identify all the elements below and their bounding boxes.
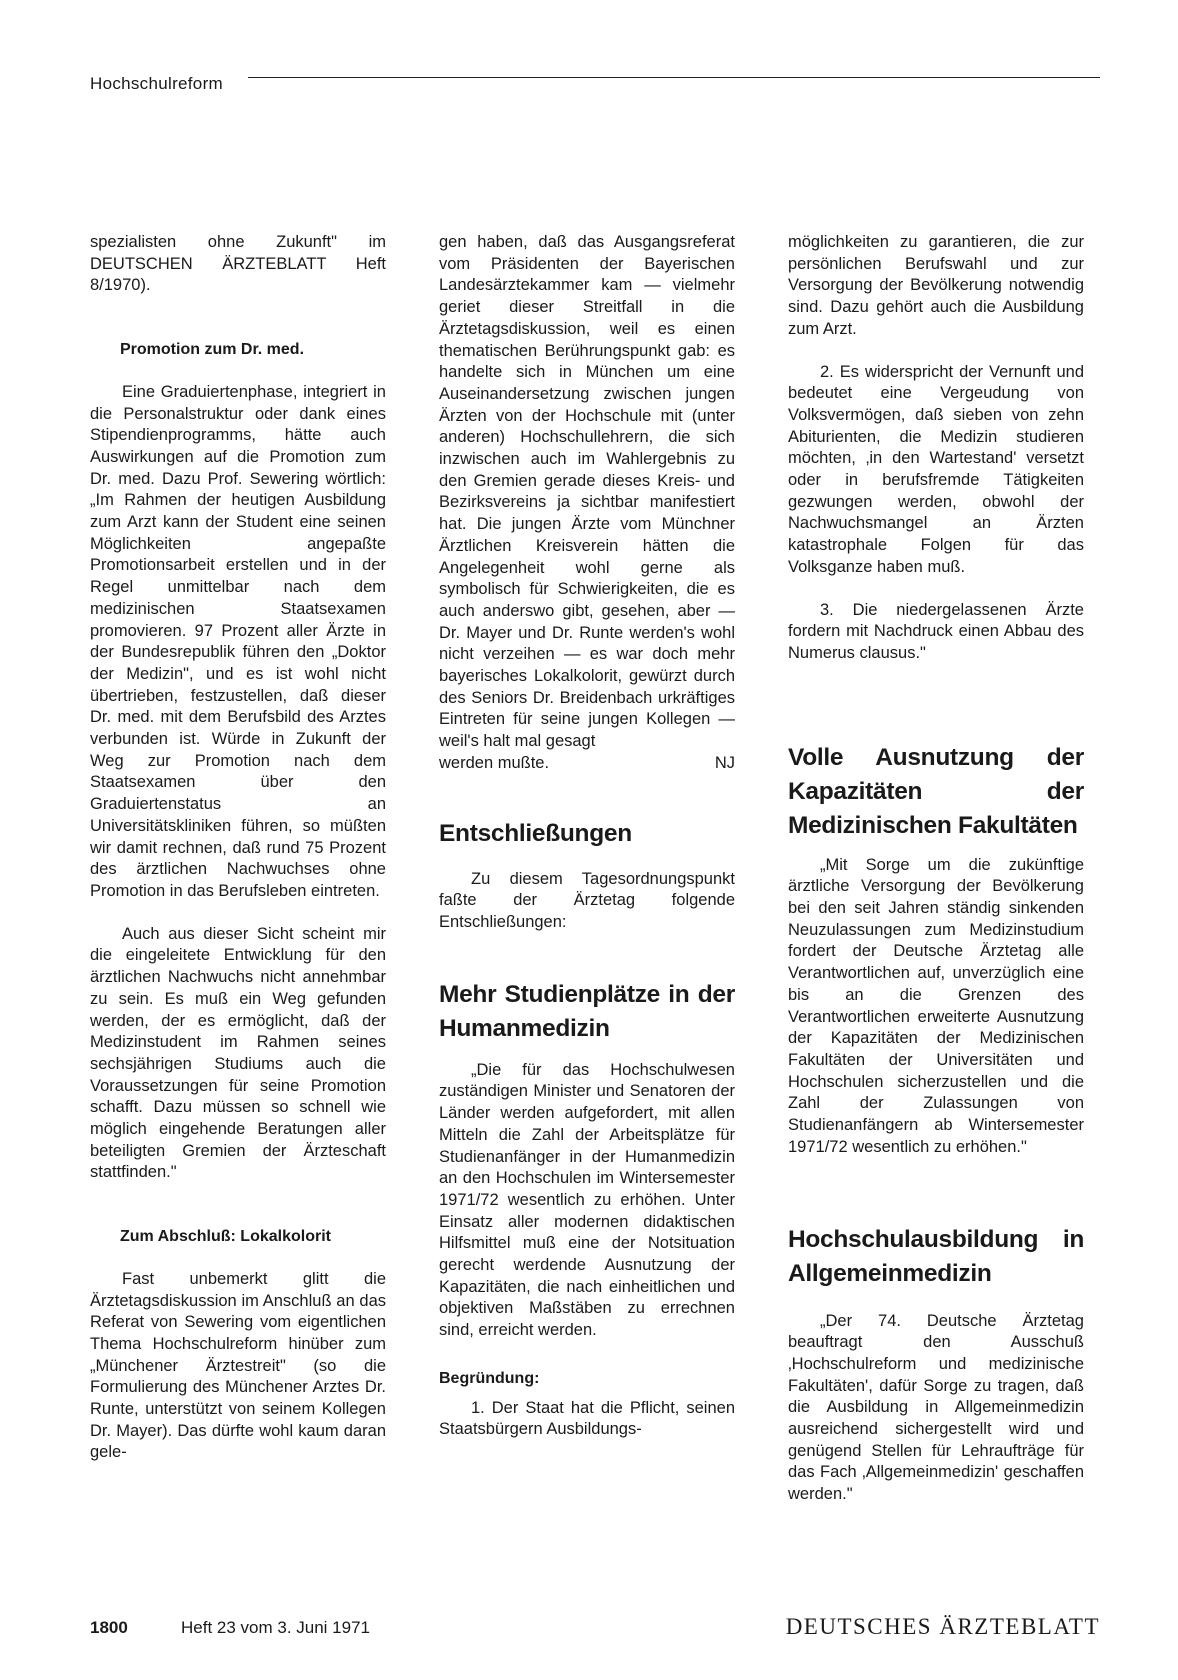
paragraph: 1. Der Staat hat die Pflicht, seinen Staatsbürgern Ausbildungs- <box>439 1398 735 1439</box>
section-heading-entschliessungen: Entschließungen <box>439 819 632 847</box>
paragraph: 2. Es widerspricht der Vernunft und bedeutet eine Vergeudung von Volksvermögen, daß sieben von zehn Abiturienten, die Medizin studieren möchten, ‚in den Wartestand' versetzt oder in berufsfremde Tätigkeiten gezwungen werden, obwohl der Nachwuchsmangel an Ärzten katastrophale Folgen für das Volksganze haben muß. <box>788 362 1084 576</box>
subheading-begruendung: Begründung: <box>439 1369 540 1387</box>
paragraph: Fast unbemerkt glitt die Ärztetagsdiskussion im Anschluß an das Referat von Sewering vom eigentlichen Thema Hochschulreform hinüber zum „Münchener Ärztestreit" (so die Formulierung des Münchener Arztes Dr. Runte, unterstützt von seinem Kollegen Dr. Mayer). Das dürfte wohl kaum daran gele- <box>90 1269 386 1462</box>
section-heading-allgemeinmedizin: Hochschulausbildung in Allgemeinmedizin <box>788 1225 1084 1287</box>
page-number: 1800 <box>90 1618 128 1637</box>
section-heading-studienplaetze: Mehr Studienplätze in der Humanmedizin <box>439 980 735 1042</box>
paragraph: „Der 74. Deutsche Ärztetag beauftragt den Ausschuß ‚Hochschulreform und medizinische Fakultäten', dafür Sorge zu tragen, daß die Ausbildung in Allgemeinmedizin ausreichend sichergestellt wird und genügend Stellen für Lehraufträge für das Fach ‚Allgemeinmedizin' geschaffen werden." <box>788 1311 1084 1504</box>
paragraph: spezialisten ohne Zukunft" im DEUTSCHEN ÄRZTEBLATT Heft 8/1970). <box>90 233 386 295</box>
paragraph: Zu diesem Tagesordnungspunkt faßte der Ärztetag folgende Entschließungen: <box>439 869 735 931</box>
signature-line <box>439 753 735 775</box>
paragraph: Auch aus dieser Sicht scheint mir die eingeleitete Entwicklung für den ärztlichen Nachwuchs nicht annehmbar zu sein. Es muß ein Weg gefunden werden, der es ermöglicht, daß der Medizinstudent im Rahmen seines sechsjährigen Studiums auch die Voraussetzungen für seine Promotion schafft. Dazu müssen so schnell wie möglich eingehende Beratungen aller beteiligten Gremien der Ärzteschaft stattfinden." <box>90 924 386 1182</box>
paragraph: „Die für das Hochschulwesen zuständigen Minister und Senatoren der Länder werden aufgefordert, mit allen Mitteln die Zahl der Arbeitsplätze für Studienanfänger in der Humanmedizin an den Hochschulen im Wintersemester 1971/72 wesentlich zu erhöhen. Unter Einsatz aller modernen didaktischen Hilfsmittel muß eine der Notsituation gerecht werdende Ausnutzung der Kapazitäten, die nach einheitlichen und objektiven Maßstäben zu errechnen sind, erreicht werden. <box>439 1060 735 1340</box>
paragraph: möglichkeiten zu garantieren, die zur persönlichen Berufswahl und zur Versorgung der Bevölkerung notwendig sind. Dazu gehört auch die Ausbildung zum Arzt. <box>788 233 1084 338</box>
paragraph: „Mit Sorge um die zukünftige ärztliche Versorgung der Bevölkerung bei den seit Jahren ständig sinkenden Neuzulassungen zum Medizinstudium fordert der Deutsche Ärztetag alle Verantwortlichen auf, unverzüglich eine bis an die Grenzen des Verantwortlichen erweiterte Ausnutzung der Kapazitäten der Medizinischen Fakultäten der Universitäten und Hochschulen sicherzustellen und die Zahl der Zulassungen von Studienanfängern ab Wintersemester 1971/72 wesentlich zu erhöhen." <box>788 855 1084 1156</box>
paragraph: gen haben, daß das Ausgangsreferat vom Präsidenten der Bayerischen Landesärztekammer kam — vielmehr geriet dieser Streitfall in die Ärztetagsdiskussion, weil es einen thematischen Berührungspunkt gab: es handelte sich in München um eine Auseinandersetzung zwischen jungen Ärzten von der Hochschule mit (unter anderen) Hochschullehrern, die sich inzwischen auch im Wahlergebnis zu den Gremien gerade dieses Kreis- und Bezirksvereins ja sichtbar manifestiert hat. Die jungen Ärzte vom Münchner Ärztlichen Kreisverein hätten die Angelegenheit wohl gerne als symbolisch für Schwierigkeiten, die es auch anderswo gibt, gesehen, aber — Dr. Mayer und Dr. Runte werden's wohl nicht verzeihen — es war doch mehr bayerisches Lokalkolorit, gewürzt durch des Seniors Dr. Breidenbach urkräftiges Eintreten für seine jungen Kollegen — weil's halt mal gesagt <box>439 233 735 751</box>
author-signature: NJ <box>714 753 735 772</box>
column-3 <box>788 232 1084 1506</box>
subheading-promotion: Promotion zum Dr. med. <box>120 341 305 359</box>
section-heading-kapazitaeten: Volle Ausnutzung der Kapazitäten der Medizinischen Fakultäten <box>788 743 1084 839</box>
subheading-abschluss: Zum Abschluß: Lokalkolorit <box>120 1228 331 1246</box>
paragraph: Eine Graduiertenphase, integriert in die Personalstruktur oder dank eines Stipendienprogramms, hätte auch Auswirkungen auf die Promotion zum Dr. med. Dazu Prof. Sewering wörtlich: „Im Rahmen der heutigen Ausbildung zum Arzt kann der Student eine seinen Möglichkeiten angepaßte Promotionsarbeit erstellen und in der Regel unmittelbar nach dem medizinischen Staatsexamen promovieren. 97 Prozent aller Ärzte in der Bundesrepublik führen den „Doktor der Medizin", und es ist wohl nicht übertrieben, festzustellen, daß dieser Dr. med. mit dem Berufsbild des Arztes verbunden ist. Würde in Zukunft der Weg zur Promotion nach dem Staatsexamen über den Graduiertenstatus an Universitätskliniken führen, so müßten wir damit rechnen, daß rund 75 Prozent des ärztlichen Nachwuchses ohne Promotion in das Berufsleben eintreten. <box>90 382 386 900</box>
paragraph-end: werden mußte. <box>439 753 550 772</box>
issue-info: Heft 23 vom 3. Juni 1971 <box>181 1618 371 1637</box>
paragraph: 3. Die niedergelassenen Ärzte fordern mit Nachdruck einen Abbau des Numerus clausus." <box>788 600 1084 662</box>
column-1 <box>90 232 386 1464</box>
journal-name: DEUTSCHES ÄRZTEBLATT <box>785 1614 1100 1639</box>
column-2 <box>439 232 735 1441</box>
header-rule <box>248 77 1100 78</box>
running-head: Hochschulreform <box>90 74 223 93</box>
